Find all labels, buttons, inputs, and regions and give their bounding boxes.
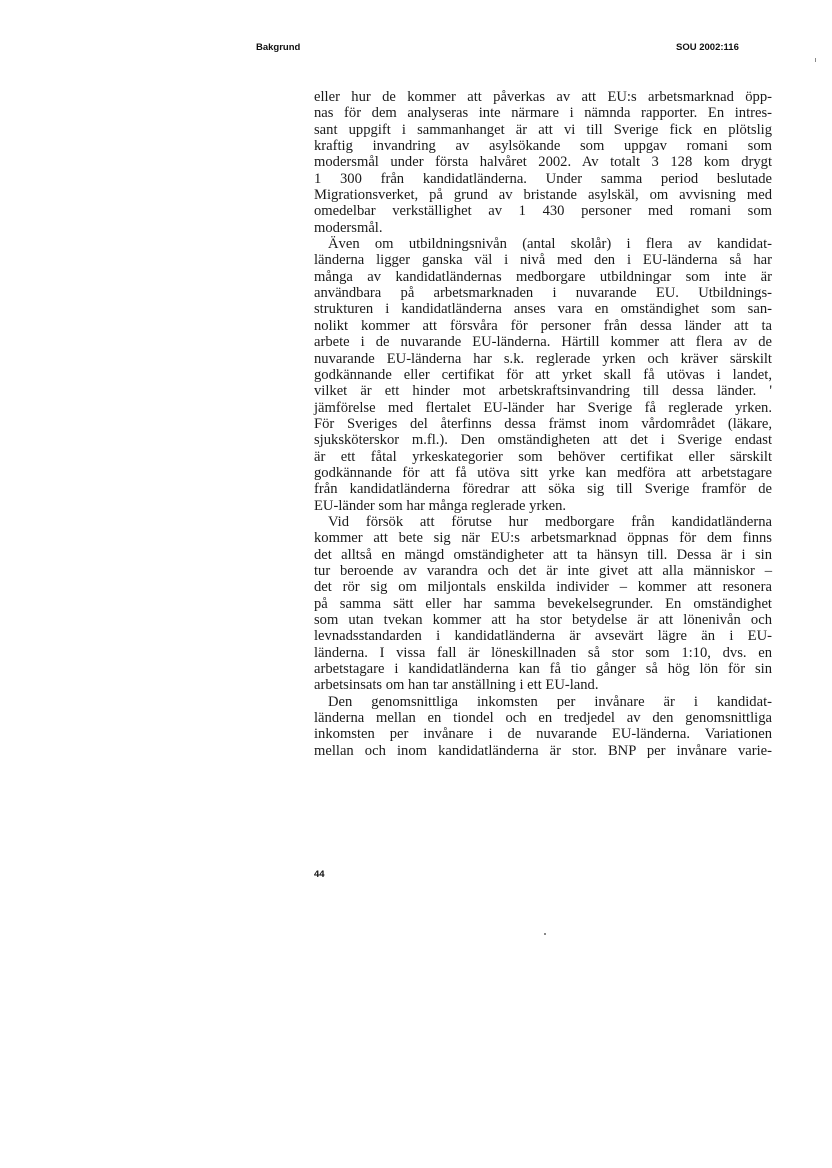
- text-line: nolikt kommer att försvåra för personer från dessa länder att ta: [314, 317, 772, 334]
- text-line: från kandidatländerna föredrar att söka sig till Sverige framför de: [314, 481, 772, 498]
- text-line: kommer att bete sig när EU:s arbetsmarknad öppnas för dem finns: [314, 530, 772, 547]
- text-line: modersmål under första halvåret 2002. Av totalt 3 128 kom drygt: [314, 154, 772, 171]
- text-line: arbetstagare i kandidatländerna kan få tio gånger så hög lön för sin: [314, 661, 772, 678]
- scan-speck: [544, 933, 546, 935]
- running-head-report-id: SOU 2002:116: [676, 42, 739, 53]
- text-line: länderna ligger ganska väl i nivå med den i EU-länderna så har: [314, 252, 772, 269]
- text-line: tur beroende av varandra och det är inte givet att alla människor –: [314, 562, 772, 579]
- text-line: på samma sätt eller har samma bevekelsegrunder. En omständighet: [314, 595, 772, 612]
- text-line: Migrationsverket, på grund av bristande asylskäl, om avvisning med: [314, 187, 772, 204]
- text-line: EU-länder som har många reglerade yrken.: [314, 497, 567, 514]
- text-line: är ett fåtal yrkeskategorier som behöver certifikat eller särskilt: [314, 448, 772, 465]
- text-line: många av kandidatländernas medborgare utbildningar som inte är: [314, 268, 772, 285]
- text-line: kraftig invandring av asylsökande som uppgav romani som: [314, 138, 772, 155]
- text-line: användbara på arbetsmarknaden i nuvarande EU. Utbildnings-: [314, 285, 772, 302]
- page-number: 44: [314, 869, 325, 880]
- text-line: nas för dem analyseras inte närmare i nämnda rapporter. En intres-: [314, 105, 772, 122]
- text-line: sjuksköterskor m.fl.). Den omständigheten att det i Sverige endast: [314, 432, 772, 449]
- text-line: länderna. I vissa fall är löneskillnaden så stor som 1:10, dvs. en: [314, 644, 772, 661]
- text-line: vilket är ett hinder mot arbetskraftsinvandring till dessa länder. ': [314, 383, 772, 400]
- text-line: godkännande eller certifikat för att yrket skall få utövas i landet,: [314, 366, 772, 383]
- text-line: jämförelse med flertalet EU-länder har Sverige få reglerade yrken.: [314, 399, 772, 416]
- text-line: det rör sig om miljontals enskilda individer – kommer att resonera: [314, 579, 772, 596]
- text-line: Även om utbildningsnivån (antal skolår) i flera av kandidat-: [328, 236, 772, 253]
- text-line: mellan och inom kandidatländerna är stor. BNP per invånare varie-: [314, 742, 772, 759]
- text-line: strukturen i kandidatländerna anses vara en omständighet som san-: [314, 301, 772, 318]
- text-line: omedelbar verkställighet av 1 430 personer med romani som: [314, 203, 772, 220]
- text-line: det alltså en mängd omständigheter att ta hänsyn till. Dessa är i sin: [314, 546, 772, 563]
- text-line: godkännande för att få utöva sitt yrke kan medföra att arbetstagare: [314, 464, 772, 481]
- text-line: arbete i de nuvarande EU-länderna. Härtill kommer att flera av de: [314, 334, 772, 351]
- text-line: länderna mellan en tiondel och en tredjedel av den genomsnittliga: [314, 710, 772, 727]
- text-line: Den genomsnittliga inkomsten per invånare är i kandidat-: [328, 693, 772, 710]
- text-line: För Sveriges del återfinns dessa främst inom vårdområdet (läkare,: [314, 415, 772, 432]
- scan-speck: [815, 58, 816, 62]
- text-line: som utan tvekan kommer att ha stor betydelse är att lönenivån och: [314, 612, 772, 628]
- text-line: arbetsinsats om han tar anställning i ett EU-land.: [314, 677, 599, 694]
- text-line: 1 300 från kandidatländerna. Under samma period beslutade: [314, 170, 772, 187]
- text-line: Vid försök att förutse hur medborgare från kandidatländerna: [328, 513, 772, 530]
- running-head-section: Bakgrund: [256, 42, 301, 53]
- text-line: levnadsstandarden i kandidatländerna är avsevärt lägre än i EU-: [314, 628, 772, 645]
- text-line: modersmål.: [314, 219, 383, 236]
- text-line: eller hur de kommer att påverkas av att EU:s arbetsmarknad öpp-: [314, 89, 772, 105]
- body-text: [314, 89, 772, 759]
- text-line: nuvarande EU-länderna har s.k. reglerade yrken och kräver särskilt: [314, 350, 772, 367]
- text-line: sant uppgift i sammanhanget är att vi till Sverige fick en plötslig: [314, 121, 772, 138]
- text-line: inkomsten per invånare i de nuvarande EU-länderna. Variationen: [314, 726, 772, 743]
